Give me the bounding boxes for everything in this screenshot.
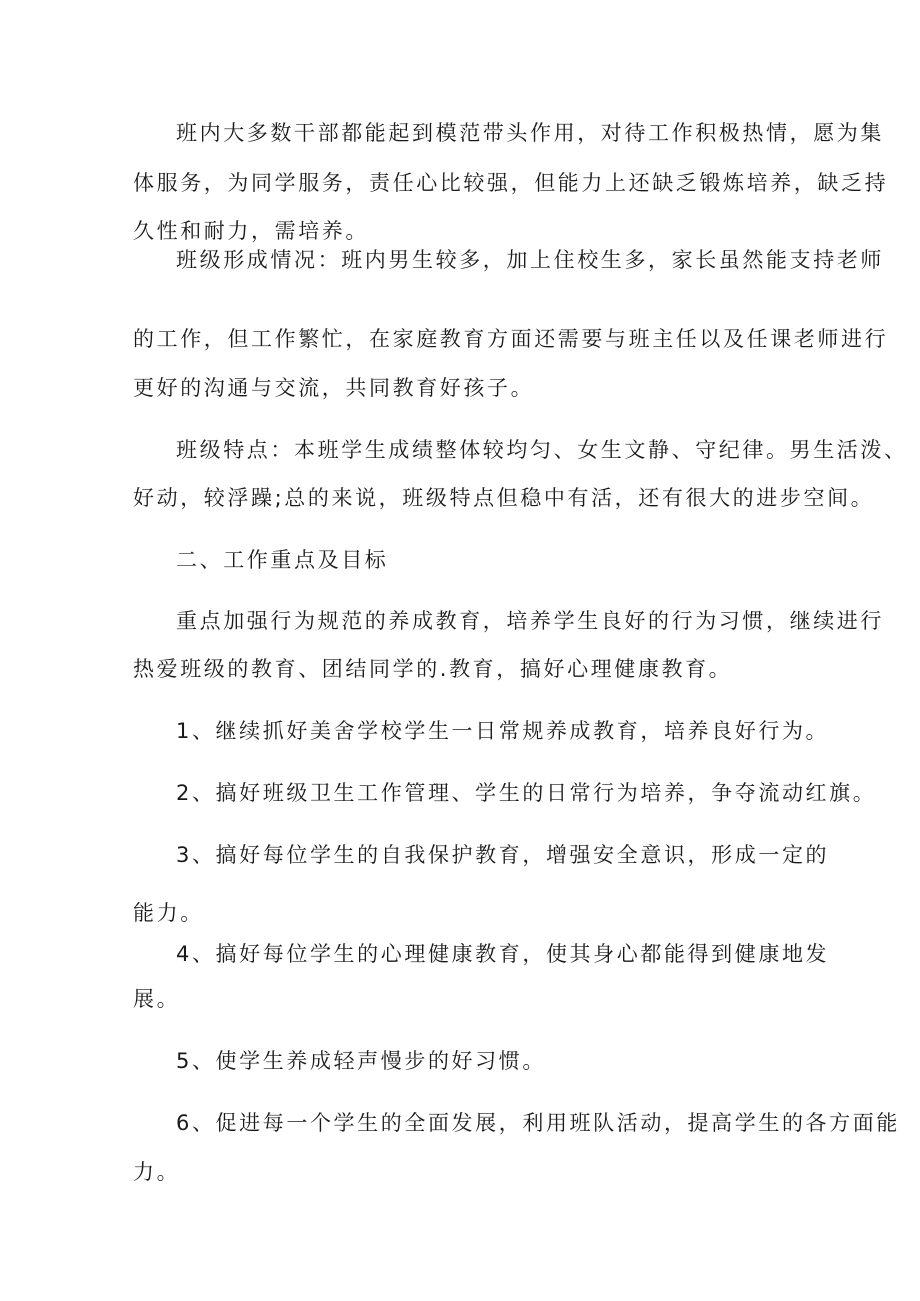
- section-heading: 二、工作重点及目标: [176, 548, 389, 572]
- text-line: 重点加强行为规范的养成教育，培养学生良好的行为习惯，继续进行: [176, 609, 884, 633]
- text-line: 体服务，为同学服务，责任心比较强，但能力上还缺乏锻炼培养，缺乏持: [133, 171, 889, 195]
- list-item-continuation: 力。: [133, 1160, 181, 1184]
- list-item: 2、搞好班级卫生工作管理、学生的日常行为培养，争夺流动红旗。: [176, 781, 877, 805]
- text-line: 班级特点：本班学生成绩整体较均匀、女生文静、守纪律。男生活泼、: [176, 438, 908, 462]
- text-line: 班内大多数干部都能起到模范带头作用，对待工作积极热情，愿为集: [176, 121, 884, 145]
- list-item: 6、促进每一个学生的全面发展，利用班队活动，提高学生的各方面能: [176, 1111, 900, 1135]
- list-item: 5、使学生养成轻声慢步的好习惯。: [176, 1049, 546, 1073]
- list-item-continuation: 展。: [133, 987, 181, 1011]
- text-line: 更好的沟通与交流，共同教育好孩子。: [133, 376, 535, 400]
- text-line: 的工作，但工作繁忙，在家庭教育方面还需要与班主任以及任课老师进行: [133, 327, 889, 351]
- list-item: 3、搞好每位学生的自我保护教育，增强安全意识，形成一定的: [176, 843, 830, 867]
- text-line: 久性和耐力，需培养。: [133, 219, 369, 243]
- list-item: 4、搞好每位学生的心理健康教育，使其身心都能得到健康地发: [176, 942, 830, 966]
- list-item: 1、继续抓好美舍学校学生一日常规养成教育，培养良好行为。: [176, 719, 830, 743]
- text-line: 好动，较浮躁;总的来说，班级特点但稳中有活，还有很大的进步空间。: [133, 486, 875, 510]
- text-line: 班级形成情况：班内男生较多，加上住校生多，家长虽然能支持老师: [176, 248, 884, 272]
- text-line: 热爱班级的教育、团结同学的.教育，搞好心理健康教育。: [133, 657, 733, 681]
- list-item-continuation: 能力。: [133, 901, 204, 925]
